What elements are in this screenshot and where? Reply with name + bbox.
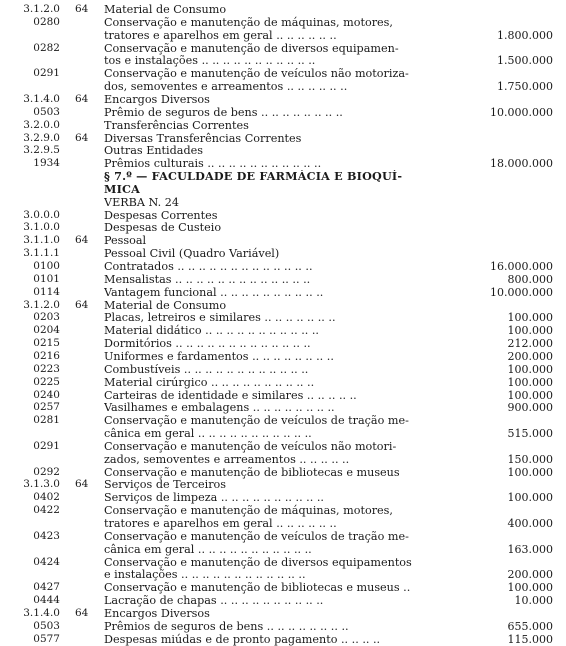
line-description: Material de Consumo (104, 3, 227, 16)
budget-line (0, 54, 566, 67)
line-description: MICA (104, 182, 141, 196)
budget-line (0, 80, 566, 93)
budget-line (0, 581, 566, 594)
line-description: Despesas miúdas e de pronto pagamento .. .. .. .. (104, 632, 381, 646)
budget-line (0, 67, 566, 80)
line-amount: 100.000 (507, 375, 553, 389)
line-amount: 150.000 (507, 452, 553, 466)
line-description: Combustíveis .. .. .. .. .. .. .. .. .. .. .. .. (104, 362, 309, 376)
line-amount: 1.500.000 (497, 54, 553, 68)
line-description: Encargos Diversos (104, 606, 210, 620)
line-description: VERBA N. 24 (104, 195, 179, 209)
line-amount: 100.000 (507, 388, 553, 402)
line-amount: 100.000 (507, 311, 553, 325)
budget-code: 0577 (33, 632, 60, 645)
line-description: Prêmio de seguros de bens .. .. .. .. .. .. .. .. (104, 105, 343, 119)
budget-line (0, 607, 566, 620)
line-description: Diversas Transferências Correntes (104, 131, 302, 145)
budget-line (0, 633, 566, 646)
line-amount: 200.000 (507, 568, 553, 582)
budget-line (0, 42, 566, 55)
budget-line (0, 106, 566, 119)
budget-code: 3.1.0.0 (23, 221, 60, 234)
budget-code: 0225 (33, 375, 60, 388)
budget-line (0, 16, 566, 29)
budget-line (0, 311, 566, 324)
line-description: Pessoal (104, 234, 147, 248)
line-description: Contratados .. .. .. .. .. .. .. .. .. .. .. .. .. (104, 260, 313, 273)
budget-code: 0204 (33, 324, 60, 337)
budget-line (0, 556, 566, 569)
line-amount: 1.800.000 (497, 28, 553, 42)
line-description: tratores e aparelhos em geral .. .. .. .. .. .. (104, 517, 337, 530)
budget-code: 0291 (33, 67, 60, 80)
budget-line (0, 286, 566, 299)
line-description: e instalações .. .. .. .. .. .. .. .. .. .. .. .. (104, 568, 306, 582)
budget-line (0, 440, 566, 453)
budget-line (0, 427, 566, 440)
budget-line (0, 376, 566, 389)
budget-line (0, 247, 566, 260)
budget-line (0, 453, 566, 466)
source-code: 64 (75, 234, 89, 247)
line-description: Despesas Correntes (104, 208, 218, 222)
line-description: Conservação e manutenção de máquinas, motores, (104, 504, 393, 518)
line-amount: 515.000 (507, 427, 553, 441)
budget-line (0, 350, 566, 363)
budget-code: 0291 (33, 439, 60, 452)
line-description: Serviços de Terceiros (104, 478, 227, 492)
budget-line (0, 478, 566, 491)
line-description: Vantagem funcional .. .. .. .. .. .. .. .. .. .. (104, 285, 324, 299)
budget-code: 0503 (33, 105, 60, 118)
budget-line (0, 594, 566, 607)
line-amount: 212.000 (507, 337, 553, 351)
budget-line (0, 221, 566, 234)
budget-code: 0422 (33, 504, 60, 517)
line-description: Conservação e manutenção de bibliotecas e museus .. (104, 581, 411, 595)
budget-line (0, 620, 566, 633)
line-amount: 1.750.000 (497, 80, 553, 94)
line-description: tos e instalações .. .. .. .. .. .. .. .. .. .. .. (104, 54, 316, 68)
line-description: Conservação e manutenção de bibliotecas e museus (104, 465, 400, 479)
budget-line (0, 337, 566, 350)
line-description: Prêmios culturais .. .. .. .. .. .. .. .. .. .. .. (104, 157, 322, 171)
line-description: Carteiras de identidade e similares .. .. .. .. .. (104, 388, 357, 402)
line-description: Dormitórios .. .. .. .. .. .. .. .. .. .. .. .. .. (104, 337, 311, 351)
budget-line (0, 491, 566, 504)
budget-code: 3.2.9.5 (23, 144, 60, 157)
budget-code: 0292 (33, 465, 60, 478)
budget-code: 3.1.3.0 (23, 478, 60, 491)
source-code: 64 (75, 298, 89, 311)
budget-line (0, 260, 566, 273)
line-description: § 7.º — FACULDADE DE FARMÁCIA E BIOQUÍ- (104, 170, 403, 184)
budget-code: 3.1.2.0 (23, 298, 60, 311)
budget-code: 0503 (33, 619, 60, 632)
source-code: 64 (75, 606, 89, 619)
budget-line (0, 234, 566, 247)
line-description: Conservação e manutenção de veículos de tração me- (104, 414, 409, 428)
budget-line (0, 466, 566, 479)
line-description: Conservação e manutenção de veículos não motori- (104, 439, 397, 453)
line-description: Material cirúrgico .. .. .. .. .. .. .. .. .. .. (104, 375, 315, 389)
line-amount: 100.000 (507, 581, 553, 595)
budget-code: 0100 (33, 260, 60, 272)
budget-code: 0114 (33, 285, 60, 298)
line-description: Conservação e manutenção de máquinas, motores, (104, 15, 393, 29)
budget-code: 3.2.9.0 (23, 131, 60, 144)
line-description: cânica em geral .. .. .. .. .. .. .. .. .. .. .. (104, 542, 312, 556)
budget-line (0, 209, 566, 222)
line-description: Vasilhames e embalagens .. .. .. .. .. .. .. .. (104, 401, 335, 415)
budget-line (0, 530, 566, 543)
line-amount: 10.000.000 (490, 105, 553, 119)
budget-code: 0203 (33, 311, 60, 324)
line-amount: 10.000 (514, 594, 553, 608)
source-code: 64 (75, 92, 89, 105)
line-amount: 655.000 (507, 619, 553, 633)
line-description: Prêmios de seguros de bens .. .. .. .. .. .. .. .. (104, 619, 349, 633)
source-code: 64 (75, 3, 89, 15)
budget-code: 3.1.1.1 (23, 247, 60, 260)
budget-line (0, 401, 566, 414)
budget-line (0, 170, 566, 183)
budget-code: 0444 (33, 594, 60, 607)
budget-line (0, 132, 566, 145)
budget-code: 0280 (33, 15, 60, 28)
budget-line (0, 29, 566, 42)
budget-code: 0282 (33, 41, 60, 54)
budget-code: 0402 (33, 491, 60, 504)
budget-code: 3.1.4.0 (23, 606, 60, 619)
budget-line (0, 504, 566, 517)
source-code: 64 (75, 131, 89, 144)
budget-code: 0423 (33, 529, 60, 542)
budget-code: 0223 (33, 362, 60, 375)
budget-code: 0427 (33, 581, 60, 594)
budget-code: 0240 (33, 388, 60, 401)
line-amount: 200.000 (507, 349, 553, 363)
budget-code: 3.2.0.0 (23, 118, 60, 131)
line-description: Despesas de Custeio (104, 221, 222, 235)
budget-code: 0215 (33, 337, 60, 350)
line-amount: 900.000 (507, 401, 553, 415)
budget-line (0, 3, 566, 16)
line-description: Conservação e manutenção de veículos de tração me- (104, 529, 409, 543)
line-description: tratores e aparelhos em geral .. .. .. .. .. .. (104, 28, 337, 42)
budget-line (0, 517, 566, 530)
budget-code: 3.0.0.0 (23, 208, 60, 221)
budget-line (0, 543, 566, 556)
budget-line (0, 324, 566, 337)
line-amount: 10.000.000 (490, 285, 553, 299)
line-description: Conservação e manutenção de diversos equipamen- (104, 41, 399, 55)
budget-code: 3.1.4.0 (23, 92, 60, 105)
line-amount: 115.000 (507, 632, 553, 646)
budget-code: 0257 (33, 401, 60, 414)
line-description: Serviços de limpeza .. .. .. .. .. .. .. .. .. .. (104, 491, 324, 505)
line-description: cânica em geral .. .. .. .. .. .. .. .. .. .. .. (104, 427, 312, 441)
budget-line (0, 414, 566, 427)
budget-code: 3.1.1.0 (23, 234, 60, 247)
line-amount: 100.000 (507, 362, 553, 376)
budget-line (0, 273, 566, 286)
budget-code: 0424 (33, 555, 60, 568)
line-description: Uniformes e fardamentos .. .. .. .. .. .. .. .. (104, 349, 334, 363)
budget-line (0, 183, 566, 196)
budget-line (0, 196, 566, 209)
line-amount: 18.000.000 (490, 157, 553, 171)
line-amount: 100.000 (507, 465, 553, 479)
line-description: Outras Entidades (104, 144, 203, 158)
budget-line (0, 389, 566, 402)
budget-code: 1934 (33, 157, 60, 170)
budget-line (0, 299, 566, 312)
line-description: Lacração de chapas .. .. .. .. .. .. .. .. .. .. (104, 594, 324, 608)
budget-code: 0101 (33, 272, 60, 285)
line-amount: 100.000 (507, 491, 553, 505)
budget-line (0, 119, 566, 132)
line-description: Conservação e manutenção de diversos equipamentos (104, 555, 412, 569)
line-description: Encargos Diversos (104, 92, 210, 106)
line-description: dos, semoventes e arreamentos .. .. .. .. .. .. (104, 80, 348, 94)
line-amount: 163.000 (507, 542, 553, 556)
budget-code: 0216 (33, 349, 60, 362)
budget-line (0, 157, 566, 170)
line-amount: 100.000 (507, 324, 553, 338)
line-amount: 800.000 (507, 272, 553, 286)
line-description: Transferências Correntes (104, 118, 249, 132)
budget-code: 0281 (33, 414, 60, 427)
line-description: Material de Consumo (104, 298, 227, 312)
line-description: Placas, letreiros e similares .. .. .. .. .. .. .. (104, 311, 336, 325)
line-description: Material didático .. .. .. .. .. .. .. .. .. .. .. (104, 324, 319, 338)
line-description: Mensalistas .. .. .. .. .. .. .. .. .. .. .. .. .. (104, 272, 311, 286)
budget-code: 3.1.2.0 (23, 3, 60, 15)
line-description: zados, semoventes e arreamentos .. .. .. .. .. (104, 452, 350, 466)
budget-line (0, 568, 566, 581)
budget-line (0, 363, 566, 376)
line-amount: 400.000 (507, 517, 553, 530)
source-code: 64 (75, 478, 89, 491)
budget-line (0, 93, 566, 106)
line-description: Pessoal Civil (Quadro Variável) (104, 247, 280, 261)
line-description: Conservação e manutenção de veículos não motoriza- (104, 67, 409, 81)
line-amount: 16.000.000 (490, 260, 553, 273)
budget-line (0, 144, 566, 157)
